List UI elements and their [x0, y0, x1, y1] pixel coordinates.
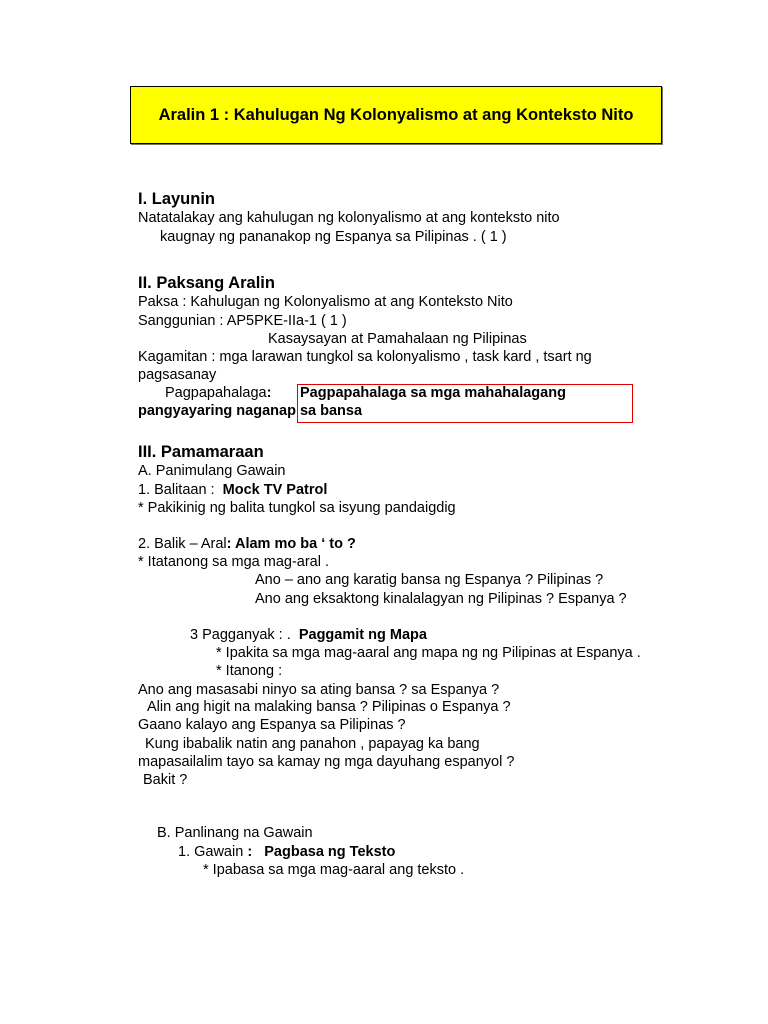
- layunin-heading: I. Layunin: [138, 190, 216, 208]
- panlinang-gawain: B. Panlinang na Gawain: [157, 825, 313, 841]
- balik-aral-value: : Alam mo ba ‘ to ?: [226, 536, 356, 552]
- kagamitan-line: Kagamitan : mga larawan tungkol sa kolonyalismo , task kard , tsart ng: [138, 349, 592, 365]
- pagganyak-value: Paggamit ng Mapa: [298, 627, 427, 643]
- panimulang-gawain: A. Panimulang Gawain: [138, 463, 286, 479]
- question-1: Ano ang masasabi ninyo sa ating bansa ? sa Espanya ?: [138, 682, 500, 698]
- balitaan-note: * Pakikinig ng balita tungkol sa isyung pandaigdig: [138, 500, 456, 516]
- lesson-title: Aralin 1 : Kahulugan Ng Kolonyalismo at ang Konteksto Nito: [158, 106, 634, 124]
- balik-aral-label: 2. Balik – Aral: [138, 536, 227, 552]
- sanggunian-line: Sanggunian : AP5PKE-IIa-1 ( 1 ): [138, 313, 347, 329]
- layunin-line-2: kaugnay ng pananakop ng Espanya sa Pilipinas . ( 1 ): [160, 229, 507, 245]
- gawain-note: * Ipabasa sa mga mag-aaral ang teksto .: [203, 862, 465, 878]
- layunin-line-1: Natatalakay ang kahulugan ng kolonyalismo at ang konteksto nito: [138, 210, 560, 226]
- paksa-line: Paksa : Kahulugan ng Kolonyalismo at ang Konteksto Nito: [138, 294, 513, 310]
- pagganyak-line: [190, 626, 427, 644]
- lesson-title-box: [130, 86, 662, 144]
- balitaan-line: [138, 481, 327, 499]
- pagpapahalaga-value: Pagpapahalaga sa mga mahahalagang: [300, 385, 566, 401]
- balik-aral-note: * Itatanong sa mga mag-aral .: [138, 554, 330, 570]
- highlight-box: [297, 384, 633, 423]
- pagpapahalaga-line: [165, 384, 271, 402]
- question-5: mapasailalim tayo sa kamay ng mga dayuhang espanyol ?: [138, 754, 515, 770]
- balik-aral-q1: Ano – ano ang karatig bansa ng Espanya ? Pilipinas ?: [255, 572, 604, 588]
- balitaan-label: 1. Balitaan :: [138, 482, 215, 498]
- pagpapahalaga-label: Pagpapahalaga: [165, 385, 267, 401]
- pagganyak-label: 3 Pagganyak : .: [190, 627, 291, 643]
- paksang-aralin-heading: II. Paksang Aralin: [138, 274, 275, 292]
- gawain-label: 1. Gawain: [178, 844, 244, 860]
- gawain-value: Pagbasa ng Teksto: [264, 844, 396, 860]
- gawain-line: [178, 843, 395, 861]
- question-2: Alin ang higit na malaking bansa ? Pilipinas o Espanya ?: [147, 699, 511, 715]
- balik-aral-line: [138, 535, 356, 553]
- pagpapahalaga-colon: :: [266, 385, 272, 401]
- question-4: Kung ibabalik natin ang panahon , papayag ka bang: [145, 736, 480, 752]
- gawain-colon: :: [247, 844, 253, 860]
- pagganyak-note-2: * Itanong :: [216, 663, 283, 679]
- balik-aral-q2: Ano ang eksaktong kinalalagyan ng Pilipinas ? Espanya ?: [255, 591, 627, 607]
- pagganyak-note-1: * Ipakita sa mga mag-aaral ang mapa ng ng Pilipinas at Espanya .: [216, 645, 641, 661]
- question-3: Gaano kalayo ang Espanya sa Pilipinas ?: [138, 717, 406, 733]
- pagpapahalaga-value-2: pangyayaring naganap sa bansa: [138, 403, 363, 419]
- question-6: Bakit ?: [143, 772, 188, 788]
- balitaan-value: Mock TV Patrol: [222, 482, 328, 498]
- kagamitan-line-2: pagsasanay: [138, 367, 217, 383]
- pamamaraan-heading: III. Pamamaraan: [138, 443, 264, 461]
- sanggunian-line-2: Kasaysayan at Pamahalaan ng Pilipinas: [268, 331, 527, 347]
